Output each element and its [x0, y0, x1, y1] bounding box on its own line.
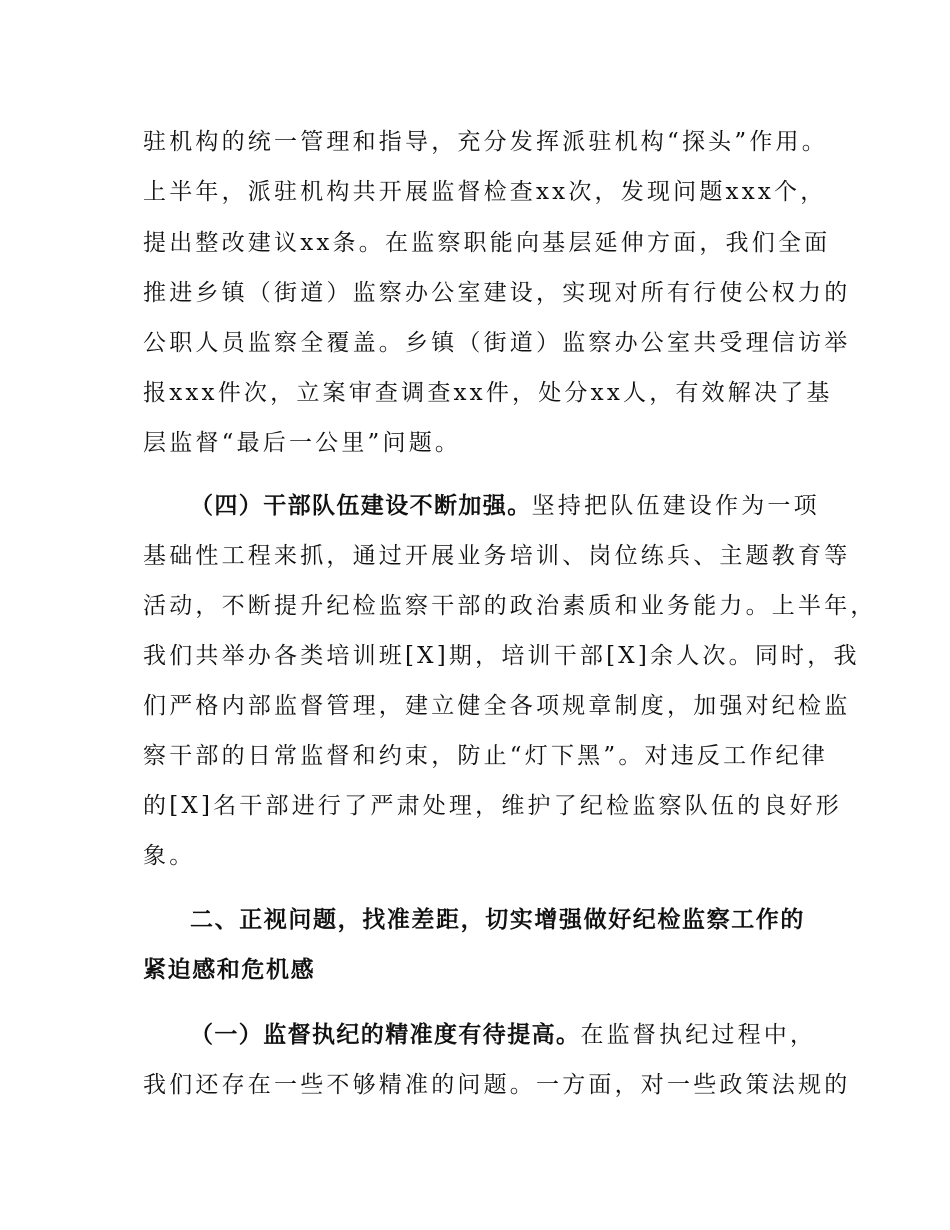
- paragraph-2-line-1: [190, 491, 820, 521]
- section-heading-line-1: 二、正视问题，找准差距，切实增强做好纪检监察工作的: [190, 907, 805, 933]
- paragraph-1-line-4: 推进乡镇（街道）监察办公室建设，实现对所有行使公权力的: [143, 280, 851, 306]
- paragraph-1-line-2: 上半年，派驻机构共开展监督检查xx次，发现问题xxx个，: [143, 179, 827, 205]
- paragraph-1-line-3: 提出整改建议xx条。在监察职能向基层延伸方面，我们全面: [143, 230, 831, 256]
- paragraph-2-line-4: 我们共举办各类培训班[X]期，培训干部[X]余人次。同时，我: [143, 643, 860, 669]
- paragraph-2-line-8: 象。: [143, 843, 196, 869]
- paragraph-2-line-7: 的[X]名干部进行了严肃处理，维护了纪检监察队伍的良好形: [143, 793, 842, 819]
- paragraph-1-line-6: 报xxx件次，立案审查调查xx件，处分xx人，有效解决了基: [143, 380, 833, 406]
- paragraph-2-heading: （四）干部队伍建设不断加强。: [190, 493, 532, 519]
- paragraph-1-line-7: 层监督“最后一公里”问题。: [143, 430, 462, 456]
- paragraph-3-lead-text: 在监督执纪过程中，: [580, 1022, 817, 1048]
- paragraph-3-heading: （一）监督执纪的精准度有待提高。: [190, 1022, 581, 1048]
- section-heading-line-2: 紧迫感和危机感: [143, 957, 316, 983]
- paragraph-3-line-2: 我们还存在一些不够精准的问题。一方面，对一些政策法规的: [143, 1072, 851, 1098]
- paragraph-2-line-5: 们严格内部监督管理，建立健全各项规章制度，加强对纪检监: [143, 693, 851, 719]
- paragraph-1-line-1: 驻机构的统一管理和指导，充分发挥派驻机构“探头”作用。: [143, 129, 828, 155]
- paragraph-3-line-1: [190, 1020, 816, 1050]
- paragraph-2-lead-text: 坚持把队伍建设作为一项: [531, 493, 820, 519]
- paragraph-2-line-3: 活动，不断提升纪检监察干部的政治素质和业务能力。上半年，: [143, 593, 877, 619]
- paragraph-2-line-6: 察干部的日常监督和约束，防止“灯下黑”。对违反工作纪律: [143, 743, 828, 769]
- paragraph-1-line-5: 公职人员监察全覆盖。乡镇（街道）监察办公室共受理信访举: [143, 330, 851, 356]
- paragraph-2-line-2: 基础性工程来抓，通过开展业务培训、岗位练兵、主题教育等: [143, 543, 851, 569]
